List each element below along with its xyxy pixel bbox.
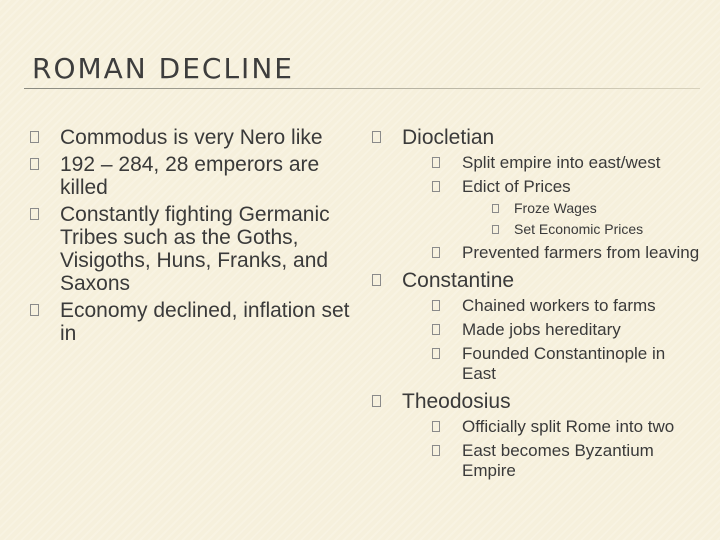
bullet-icon <box>492 225 499 234</box>
list-item <box>432 153 702 173</box>
bullet-icon <box>30 304 39 316</box>
list-item <box>432 243 702 263</box>
list-item-diocletian <box>372 126 702 263</box>
bullet-icon <box>432 157 440 168</box>
bullet-text: Commodus is very Nero like <box>60 126 323 149</box>
right-column <box>372 126 702 485</box>
right-bullet-list <box>372 126 702 481</box>
slide-title: ROMAN DECLINE <box>32 52 294 85</box>
title-divider <box>24 88 700 89</box>
bullet-text: Edict of Prices <box>462 177 571 196</box>
bullet-icon <box>432 300 440 311</box>
bullet-icon <box>432 445 440 456</box>
bullet-text: Officially split Rome into two <box>462 417 675 436</box>
bullet-text: Chained workers to farms <box>462 296 656 315</box>
list-item <box>432 344 702 384</box>
bullet-text: Economy declined, inflation set in <box>60 299 350 345</box>
bullet-text: Constantly fighting Germanic Tribes such as the Goths, Visigoths, Huns, Franks, and Saxons <box>60 203 330 295</box>
bullet-text: Prevented farmers from leaving <box>462 243 700 262</box>
theodosius-sublist <box>432 417 702 481</box>
bullet-icon <box>372 395 381 407</box>
list-item <box>492 199 702 218</box>
bullet-text: Diocletian <box>402 126 495 149</box>
diocletian-sublist <box>432 153 702 263</box>
bullet-icon <box>432 348 440 359</box>
list-item <box>432 441 702 481</box>
edict-sublist <box>492 199 702 239</box>
list-item <box>432 320 702 340</box>
bullet-text: Founded Constantinople in East <box>462 344 666 383</box>
list-item-constantine <box>372 269 702 384</box>
bullet-icon <box>432 421 440 432</box>
bullet-text: Froze Wages <box>514 200 597 216</box>
bullet-text: Theodosius <box>402 390 511 413</box>
bullet-icon <box>432 247 440 258</box>
list-item <box>30 153 355 199</box>
left-column <box>30 126 355 349</box>
bullet-text: Set Economic Prices <box>514 221 644 237</box>
list-item-theodosius <box>372 390 702 481</box>
list-item <box>432 296 702 316</box>
bullet-text: East becomes Byzantium Empire <box>462 441 654 480</box>
list-item <box>492 220 702 239</box>
list-item <box>30 203 355 295</box>
bullet-text: Split empire into east/west <box>462 153 661 172</box>
bullet-icon <box>30 158 39 170</box>
left-bullet-list <box>30 126 355 345</box>
bullet-text: Made jobs hereditary <box>462 320 621 339</box>
bullet-icon <box>432 324 440 335</box>
list-item <box>432 177 702 239</box>
bullet-icon <box>372 131 381 143</box>
list-item <box>30 299 355 345</box>
bullet-icon <box>432 181 440 192</box>
bullet-text: 192 – 284, 28 emperors are killed <box>60 153 320 199</box>
bullet-icon <box>30 208 39 220</box>
bullet-icon <box>372 274 381 286</box>
bullet-text: Constantine <box>402 269 515 292</box>
bullet-icon <box>30 131 39 143</box>
bullet-icon <box>492 204 499 213</box>
constantine-sublist <box>432 296 702 384</box>
list-item <box>30 126 355 149</box>
list-item <box>432 417 702 437</box>
